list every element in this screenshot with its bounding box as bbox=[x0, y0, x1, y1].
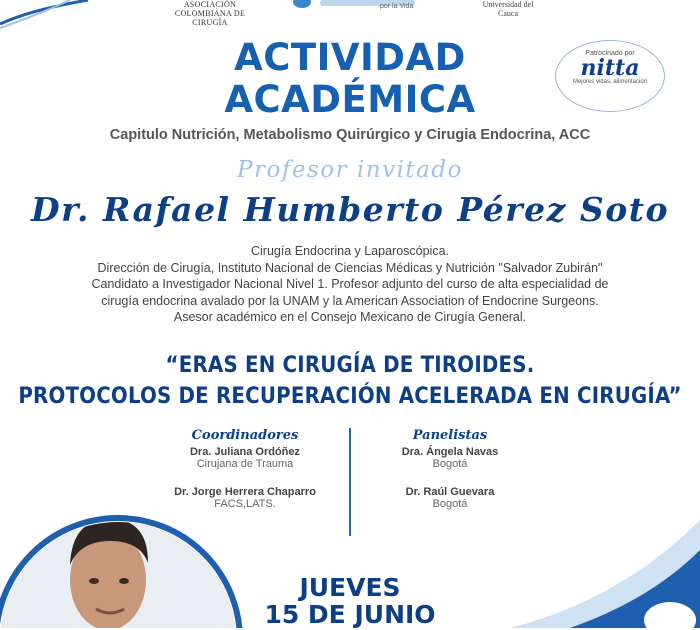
panelist-role: Bogotá bbox=[432, 498, 468, 510]
bio-line: cirugía endocrina avalado por la UNAM y la American Association of Endocrine Surgeons. bbox=[101, 293, 599, 308]
speaker-name: Dr. Rafael Humberto Pérez Soto bbox=[30, 190, 670, 229]
middle-logo bbox=[292, 0, 452, 16]
bio-line: Cirugía Endocrina y Laparoscópica. bbox=[250, 244, 450, 258]
event-date: 15 DE JUNIO bbox=[264, 600, 436, 629]
coordinator-name: Dra. Juliana Ordóñez bbox=[189, 446, 301, 458]
bio-line: Candidato a Investigador Nacional Nivel 1. Profesor adjunto del curso de alta especialidad de bbox=[91, 277, 609, 291]
panelists-section bbox=[370, 428, 530, 510]
talk-title bbox=[0, 350, 700, 412]
middle-logo-text: por la Vida bbox=[380, 3, 414, 10]
university-logo-text: Universidad del Cauca bbox=[482, 0, 534, 18]
coordinator-role: Cirujana de Trauma bbox=[196, 458, 294, 470]
speaker-label: Profesor invitado bbox=[237, 157, 463, 183]
subtitle: Capitulo Nutrición, Metabolismo Quirúrgico y Cirugia Endocrina, ACC bbox=[109, 127, 591, 143]
title-line1: ACTIVIDAD bbox=[234, 36, 466, 79]
panelist-name: Dr. Raúl Guevara bbox=[405, 486, 495, 498]
bottom-right-swoosh bbox=[480, 520, 700, 628]
coordinators-heading: Coordinadores bbox=[191, 428, 299, 443]
title-line2: ACADÉMICA bbox=[224, 78, 476, 121]
panelist-name: Dra. Ángela Navas bbox=[401, 446, 499, 458]
coordinators-section bbox=[150, 428, 340, 510]
coordinator-role: FACS,LATS. bbox=[214, 498, 276, 510]
event-day: JUEVES bbox=[299, 573, 401, 602]
bio-line: Dirección de Cirugía, Instituto Nacional de Ciencias Médicas y Nutrición "Salvador Zubirán" bbox=[97, 260, 603, 275]
panelist-role: Bogotá bbox=[432, 458, 468, 470]
sponsor-small-text: Patrocinado por bbox=[585, 50, 635, 57]
sponsor-tagline: Mejores vidas, alimentación bbox=[572, 79, 648, 85]
bio-line: Asesor académico en el Consejo Mexicano de Cirugía General. bbox=[173, 310, 527, 324]
coordinator-name: Dr. Jorge Herrera Chaparro bbox=[174, 486, 316, 498]
speaker-bio bbox=[0, 243, 700, 326]
talk-title-line1: “ERAS EN CIRUGÍA DE TIROIDES. bbox=[165, 353, 535, 378]
panelists-heading: Panelistas bbox=[412, 428, 488, 443]
sponsor-brand: nitta bbox=[580, 55, 640, 81]
speaker-photo bbox=[0, 505, 250, 628]
talk-title-line2: PROTOCOLOS DE RECUPERACIÓN ACELERADA EN CIRUGÍA” bbox=[18, 384, 682, 409]
acc-logo-text: ASOCIACIÓN COLOMBIANA DE CIRUGÍA bbox=[174, 0, 246, 27]
top-left-swoosh bbox=[0, 0, 90, 30]
column-divider bbox=[349, 428, 351, 536]
